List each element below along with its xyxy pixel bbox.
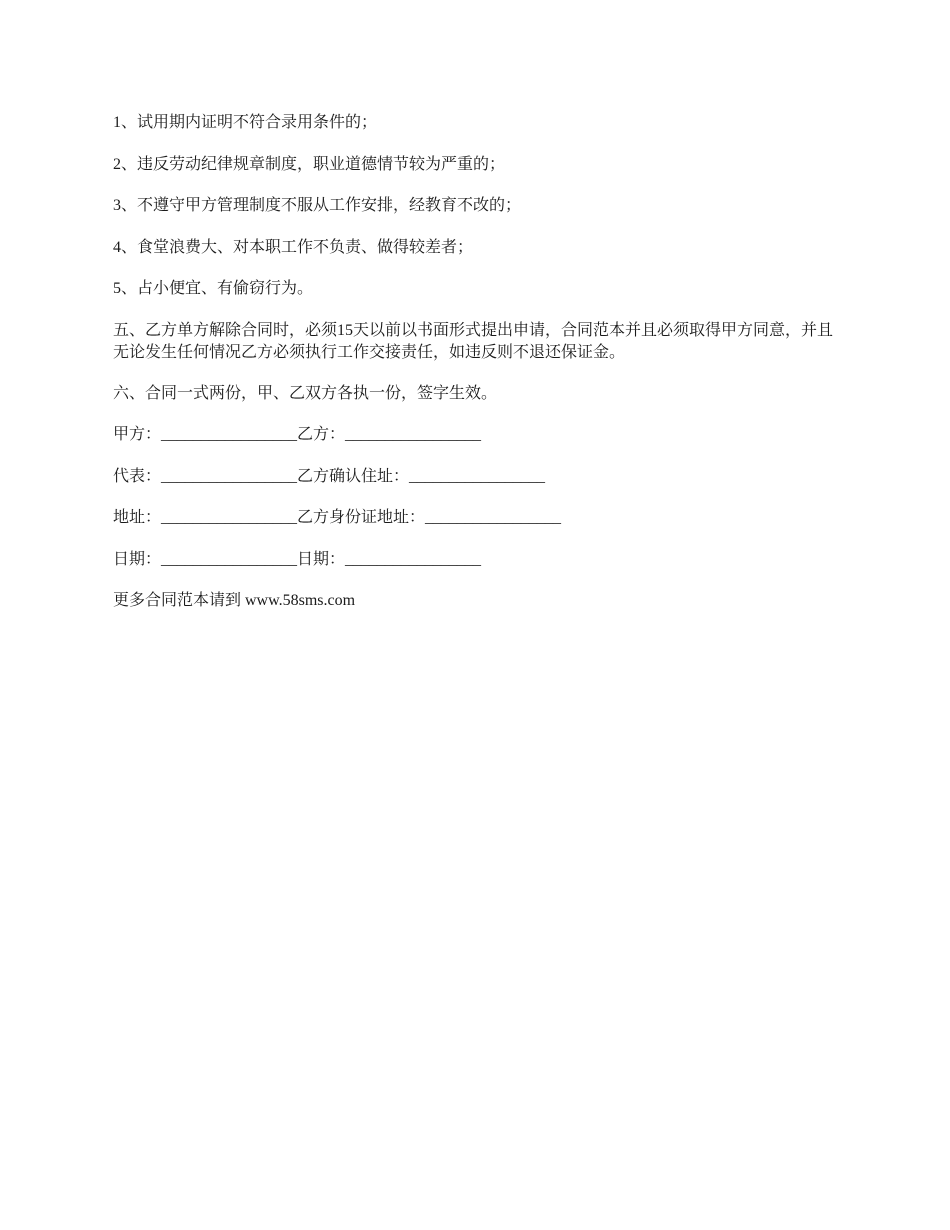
list-item: 3、不遵守甲方管理制度不服从工作安排，经教育不改的； <box>113 197 522 214</box>
list-item: 2、违反劳动纪律规章制度，职业道德情节较为严重的； <box>113 155 506 173</box>
signature-line-date: 日期：_________________日期：_________________ <box>113 550 482 568</box>
list-item: 4、食堂浪费大、对本职工作不负责、做得较差者； <box>113 238 474 256</box>
clause-six: 六、合同一式两份，甲、乙双方各执一份，签字生效。 <box>113 384 498 402</box>
signature-line-address: 地址：_________________乙方身份证地址：_________________ <box>113 509 562 526</box>
list-item: 1、试用期内证明不符合录用条件的； <box>113 114 378 131</box>
clause-five: 五、乙方单方解除合同时，必须15天以前以书面形式提出申请，合同范本并且必须取得甲方同意，并且无论发生任何情况乙方必须执行工作交接责任，如违反则不退还保证金。 <box>113 321 834 361</box>
document-page <box>113 112 838 612</box>
signature-line-representative: 代表：_________________乙方确认住址：_________________ <box>113 467 546 485</box>
list-item: 5、占小便宜、有偷窃行为。 <box>113 280 314 297</box>
footer-note: 更多合同范本请到 www.58sms.com <box>113 592 356 609</box>
signature-line-party: 甲方：_________________乙方：_________________ <box>113 426 482 443</box>
